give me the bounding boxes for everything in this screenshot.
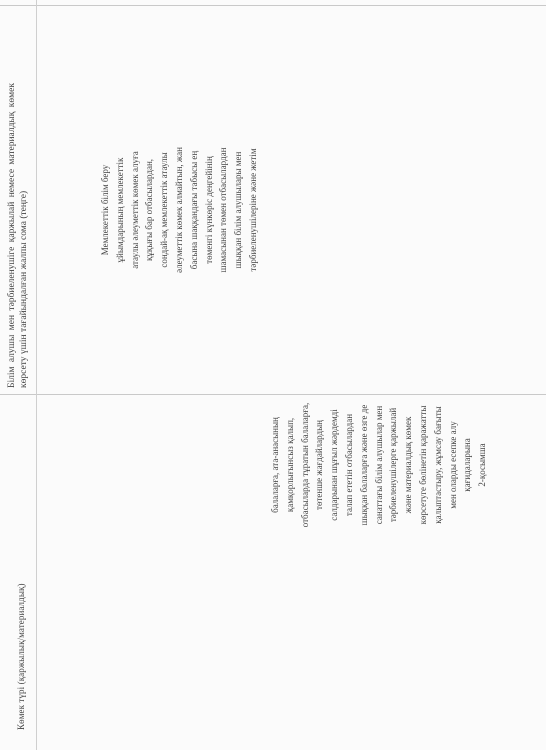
total-amount-header-line2: көрсету үшін тағайындалған жалпы сома (теңге) bbox=[19, 190, 29, 388]
text-line: отбасыларда тұратын балаларға, bbox=[299, 402, 310, 528]
text-line: қамқорлығынсыз қалып, bbox=[284, 417, 295, 513]
text-line: мен оларды есепке алу bbox=[447, 421, 458, 509]
text-line: шыққан балаларға және өзге де bbox=[358, 404, 369, 526]
text-line: атаулы әлеуметтік көмек алуға bbox=[129, 151, 140, 269]
text-line: құқығы бар отбасылардан, bbox=[144, 158, 155, 262]
appendix-number: 2-қосымша bbox=[477, 443, 488, 487]
text-line: тәрбиеленушілерге қаржылай bbox=[388, 407, 399, 523]
text-line: Мемлекеттік білім беру bbox=[100, 164, 110, 256]
text-line: төменгі күнкөріс деңгейінің bbox=[203, 156, 214, 264]
text-block-lower bbox=[268, 355, 490, 575]
text-line: әлеуметтік көмек алмайтын, жан bbox=[173, 147, 184, 273]
text-line: талап ететін отбасылардан bbox=[343, 413, 354, 517]
text-line: көрсетуге бөлінетін қаражатты bbox=[417, 405, 428, 525]
total-amount-header bbox=[6, 8, 30, 388]
text-line: және материалдық көмек bbox=[403, 416, 414, 514]
text-block-upper bbox=[98, 110, 261, 310]
text-line: қалыптастыру, жұмсау бағыты bbox=[432, 406, 443, 524]
text-line: ұйымдарының мемлекеттік bbox=[114, 157, 125, 263]
text-line: санаттағы білім алушылар мен bbox=[373, 405, 384, 525]
text-line: сондай-ақ мемлекеттік атаулы bbox=[159, 152, 170, 268]
text-line: тәрбиеленушілеріне және жетім bbox=[247, 148, 258, 272]
text-line: балаларға, ата-анасының bbox=[270, 417, 280, 513]
page-edge-line bbox=[0, 5, 546, 6]
aid-type-header: Көмек түрі (қаржылық/материалдық) bbox=[16, 583, 26, 730]
text-line: салдарынан шұғыл жәрдемді bbox=[329, 409, 340, 521]
text-line: шамасынан төмен отбасылардан bbox=[218, 147, 229, 273]
text-line: шыққан білім алушылары мен bbox=[233, 151, 244, 269]
total-amount-header-line1: Білім алушы мен тәрбиеленушіге қаржылай немесе материалдық көмек bbox=[7, 83, 17, 388]
text-line: басына шаққандағы табысы ең bbox=[188, 150, 199, 270]
text-line: қағидаларына bbox=[462, 438, 473, 492]
header-row-divider bbox=[36, 0, 37, 750]
text-line: төтенше жағдайлардың bbox=[314, 420, 325, 510]
